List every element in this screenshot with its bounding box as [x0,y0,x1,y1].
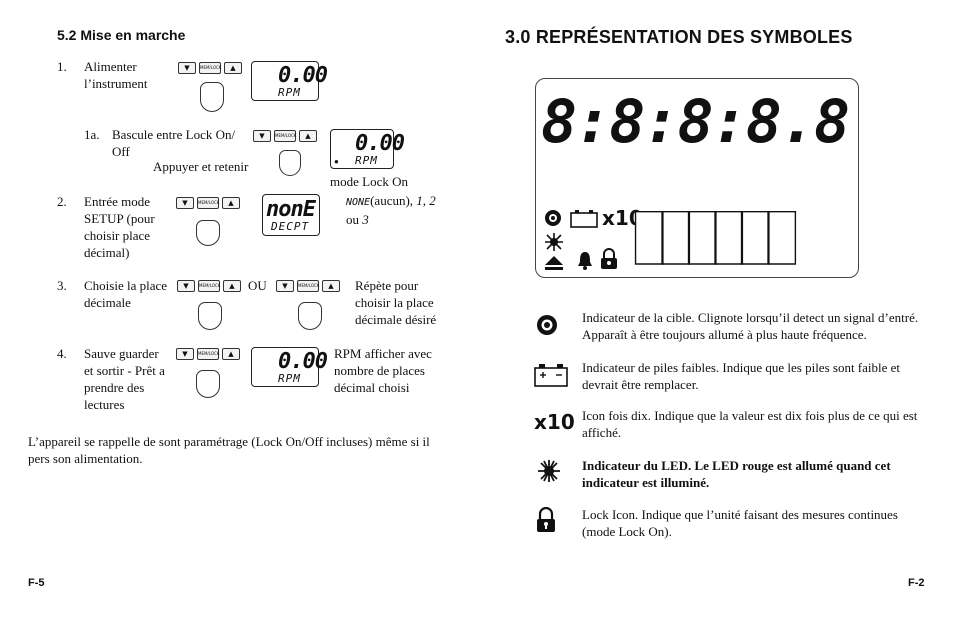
or-label: OU [248,278,267,293]
finger-press-icon [279,150,301,176]
step-number: 2. [57,194,67,209]
led-icon [537,459,561,488]
keypad [176,197,240,209]
legend-text: Indicateur de la cible. Clignote lorsqu’il detect un signal d’entré. Apparaît à être toujours allumé à plus haute fréquence. [582,310,919,342]
mem-key-icon: MEM/LOCK [198,280,220,292]
up-key-icon: ▲ [222,197,240,209]
step-number: 4. [57,346,67,361]
page-number: F-2 [908,577,925,589]
lcd-display: 0.00 RPM [251,347,319,387]
keypad [177,280,241,292]
down-key-icon: ▼ [176,197,194,209]
keypad [253,130,317,142]
mem-key-icon: MEM/LOCK [297,280,319,292]
step-number: 3. [57,278,67,293]
battery-icon [534,363,568,392]
bell-icon [576,250,594,275]
section-heading-symbols: 3.0 REPRÉSENTATION DES SYMBOLES [505,27,853,47]
hold-instruction: Appuyer et retenir [153,159,249,174]
finger-press-icon [196,220,220,246]
down-key-icon: ▼ [177,280,195,292]
lcd-alpha-segments: ██████ [636,213,795,264]
up-key-icon: ▲ [224,62,242,74]
lcd-all-segments [535,78,859,278]
decimal-options: NONE(aucun), 1, 2 ou 3 [346,193,436,227]
mem-key-icon: MEM/LOCK [274,130,296,142]
caption: mode Lock On [330,174,408,189]
step-text: Sauve guarder et sortir - Prêt a prendre des lectures [84,346,165,412]
keypad [276,280,340,292]
step-text: Choisie la place décimale [84,278,168,310]
legend-text: Lock Icon. Indique que l’unité faisant des mesures continues (mode Lock On). [582,507,898,539]
lcd-display-decpt: nonE DECPT [262,194,320,236]
legend-text: Icon fois dix. Indique que la valeur est dix fois plus de ce qui est affiché. [582,408,918,440]
step-note: RPM afficher avec nombre de places décimal choisi [334,346,432,395]
battery-icon [570,210,598,233]
memory-note: L’appareil se rappelle de sont paramétrage (Lock On/Off incluses) même si il pers son alimentation. [28,434,430,466]
lock-icon: ● [334,157,339,166]
up-key-icon: ▲ [222,348,240,360]
step-text: Bascule entre Lock On/ Off [112,127,236,159]
mem-key-icon: MEM/LOCK [197,197,219,209]
lock-icon [536,507,556,538]
down-key-icon: ▼ [253,130,271,142]
section-heading-setup: 5.2 Mise en marche [57,27,186,43]
lock-icon [600,248,618,275]
keypad [176,348,240,360]
keypad [178,62,242,74]
lcd-digits: 8:8:8:8.8 [541,87,849,157]
finger-press-icon [200,82,224,112]
down-key-icon: ▼ [276,280,294,292]
finger-press-icon [298,302,322,330]
mem-key-icon: MEM/LOCK [199,62,221,74]
step-text: Entrée mode SETUP (pour choisir place décimal) [84,194,155,260]
up-key-icon: ▲ [299,130,317,142]
lcd-display-lock: 0.00 RPM ● [330,129,394,169]
legend-text: Indicateur de piles faibles. Indique que les piles sont faible et devrait être remplacer. [582,360,901,392]
down-key-icon: ▼ [176,348,194,360]
page-number: F-5 [28,577,45,589]
step-number: 1. [57,59,67,74]
down-key-icon: ▼ [178,62,196,74]
legend-text: Indicateur du LED. Le LED rouge est allumé quand cet indicateur est illuminé. [582,458,891,490]
step-number: 1a. [84,127,100,142]
lcd-display: 0.00 RPM [251,61,319,101]
mem-key-icon: MEM/LOCK [197,348,219,360]
target-icon [544,209,562,232]
finger-press-icon [196,370,220,398]
arrow-up-icon [544,255,564,276]
finger-press-icon [198,302,222,330]
up-key-icon: ▲ [322,280,340,292]
x10-icon: x10 [602,206,643,230]
up-key-icon: ▲ [223,280,241,292]
step-note: Répète pour choisir la place décimale désiré [355,278,437,327]
x10-icon: x10 [534,410,575,434]
led-icon [544,232,564,257]
target-icon [536,314,558,341]
step-text: Alimenter l’instrument [84,59,148,91]
